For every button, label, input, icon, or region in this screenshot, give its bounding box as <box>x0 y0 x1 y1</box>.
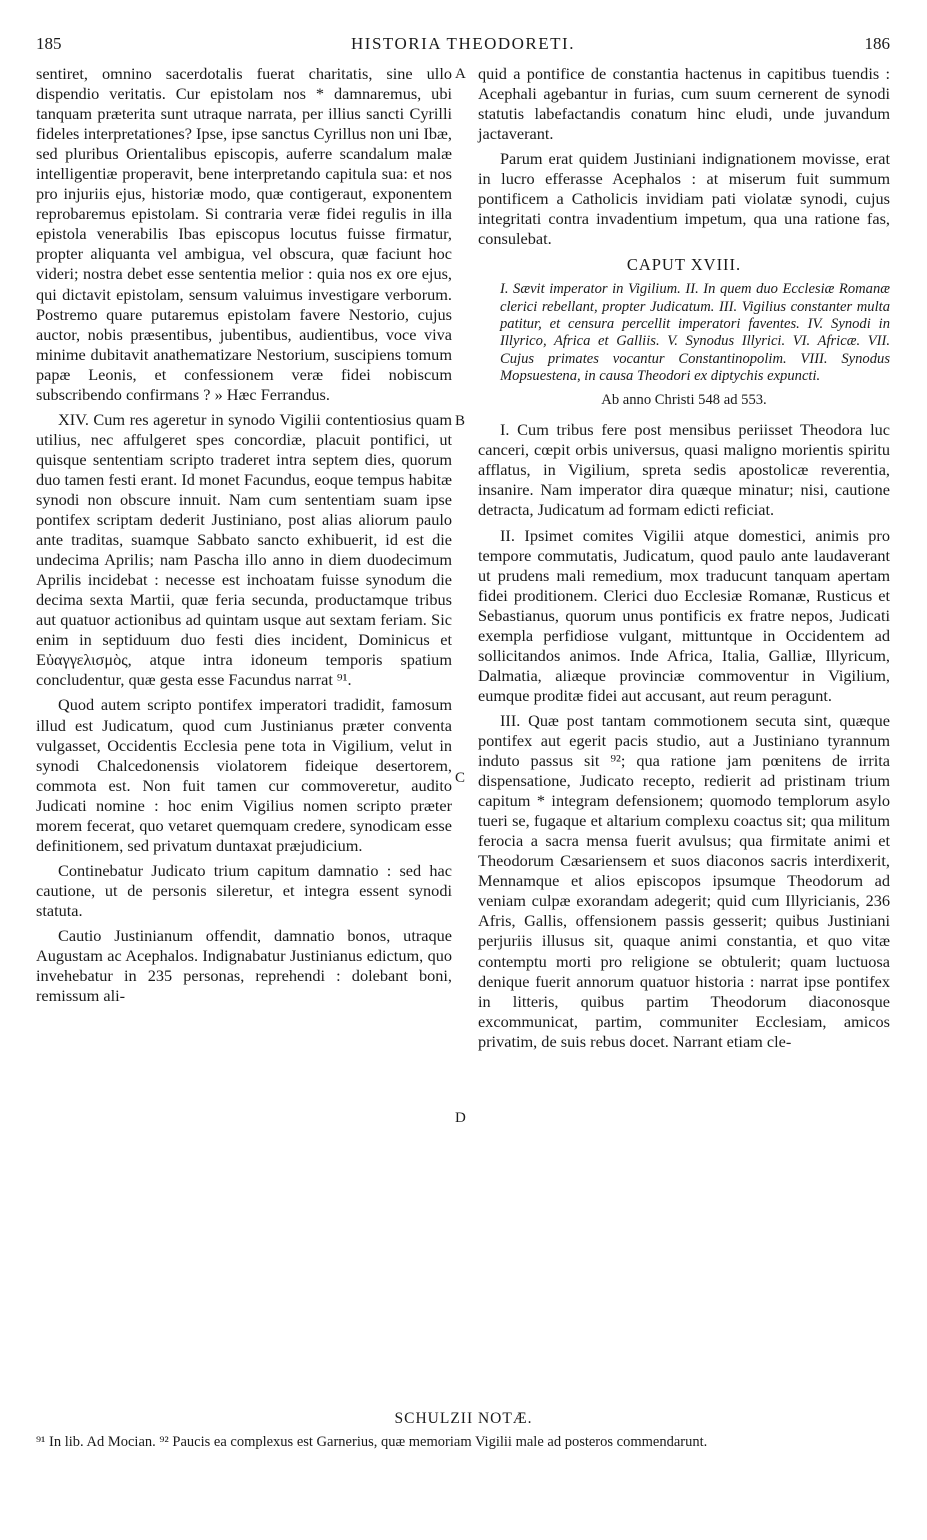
footnotes: ⁹¹ In lib. Ad Mocian. ⁹² Paucis ea complexus est Garnerius, quæ memoriam Vigilii male ad posteros commendarunt. <box>36 1434 708 1450</box>
page-number-left: 185 <box>36 34 62 53</box>
left-paragraph: Cautio Justinianum offendit, damnatio bonos, utraque Augustam ac Acephalos. Indignabatur Justinianus edictum, quo invehebatur in 235 personas, reprehendi : dolebant boni, remissum ali- <box>36 925 452 1006</box>
right-paragraph: I. Cum tribus fere post mensibus periisset Theodora luc canceri, cœpit orbis universus, quasi maligno morientis spiritu afflatus, in Vigilium, spreta sedis apostolicæ reverentia, insanire. Nam imperator dira quæque minatur; nisi, cautione detracta, Judicatum ad formam edicti reficiat. <box>478 420 890 520</box>
left-paragraph: sentiret, omnino sacerdotalis fuerat charitatis, sine ullo dispendio veritatis. Cur epistolam nos * damnaremus, ubi tanquam præterita sunt utraque narrata, per illius sancti Cyrilli fideles interpretationes? Ipse, ipse sanctus Cyrillus non uni Ibæ, sed pluribus Orientalibus episcopis, auferre scandalum malæ intelligentiæ properavit, bene interpretando capitula sua: et nos pro injuriis ejus, historiæ modo, quæ contigeraut, exponentem reprobaremus epistolam. Si contraria veræ fidei regulis in illa epistola venerabilis Ibas episcopus locutus fuisse firmatur, propter aliquanta vel ambigua, vel obscura, quæ faciunt hoc videri; nostra debet esse sententia melior : quia nos ex ore ejus, qui dictavit epistolam, sensum valuimus investigare verborum. Postremo quare putaremus epistolam favere Nestorio, cujus auctor, nobis præsentibus, jubentibus, audientibus, voce viva minime dubitavit anathematizare Nestorium, suscipiens tomum papæ Leonis, et confessionem veræ fidei nobiscum subscribendo confirmans ? » Hæc Ferrandus. <box>36 64 452 404</box>
right-column <box>478 64 890 1057</box>
margin-letter-c: C <box>455 770 466 786</box>
right-paragraph: quid a pontifice de constantia hactenus in capitibus tuendis : Acephali agebantur in furias, cum suum cernerent de synodi statutis labefactandis conatum hinc eludi, unde juvandum jactaverant. <box>478 64 890 144</box>
running-title: HISTORIA THEODORETI. <box>351 34 575 53</box>
margin-letter-b: B <box>455 413 466 429</box>
margin-letter-d: D <box>455 1110 466 1126</box>
chapter-heading: CAPUT XVIII. <box>626 255 742 275</box>
page-header <box>36 34 890 60</box>
right-paragraph: II. Ipsimet comites Vigilii atque domestici, animis pro tempore commutatis, Judicatum, quod paulo ante laudaverant ut prudens mali remedium, mox traducunt tanquam apertam fidei proditionem. Clerici duo Ecclesiæ Romanæ, Rusticus et Sebastianus, quorum unus pontificis ex fratre nepos, Judicati exempla perfidiose vulgant, mittuntque in Occidentem ad sollicitandos animos. Inde Africa, Italia, Galliæ, Illyricum, Dalmatia, aliæque provinciæ commoventur in Vigilium, eumque proditæ fidei aut accusant, aut reum peragunt. <box>478 525 890 705</box>
left-column <box>36 64 452 1011</box>
notes-heading: SCHULZII NOTÆ. <box>394 1410 533 1427</box>
chapter-summary: I. Sævit imperator in Vigilium. II. In quem duo Ecclesiæ Romanæ clerici rebellant, propter Judicatum. III. Vigilius constanter multa patitur, et censura percellit imperatori faventes. IV. Synodi in Illyrico, Africa et Galliis. V. Synodus Illyrici. VI. Africæ. VII. Cujus primates vocantur Constantinopolim. VIII. Synodus Mopsuestena, in causa Theodori ex diptychis expuncti. <box>500 281 890 384</box>
left-paragraph: Continebatur Judicato trium capitum damnatio : sed hac cautione, ut de personis sileretur, et integra essent synodi statuta. <box>36 860 452 920</box>
margin-letter-a: A <box>455 66 466 82</box>
left-paragraph: Quod autem scripto pontifex imperatori tradidit, famosum illud est Judicatum, quod cum Justinianus præter conventa vulgasset, Occidentis Ecclesia pene tota in Vigilium, velut in synodi Chalcedonensis violatorem fideique desertorem, commota est. Non fuit tamen cur commoveretur, audito Judicati nomine : hoc enim Vigilius nomen scripto præter morem fecerat, quo vetaret quemquam credere, synodicam esse definitionem, sed privatum duntaxat præjudicium. <box>36 695 452 855</box>
right-paragraph: III. Quæ post tantam commotionem secuta sint, quæque pontifex aut egerit pacis studio, aut a Justiniano tyrannum induto passus sit ⁹²; qua ratione jam pœnitens de irrita dispensatione, Judicato recepto, redierit ad pristinam trium capitum * integram defensionem; quomodo templorum asylo tueri se, fugaque et altarium complexu coactus sit; qua militum ferocia a sacra mensa fuerit avulsus; qua firmitate animi et Theodorum Cæsariensem et suos diaconos sacris interdixerit, Mennamque et alios episcopos ipsumque Theodorum ad veniam culpæ exorandam adegerit; quid cum Illyricianis, 236 Afris, Gallis, offensionem passis gesserit; quibus Justiniani perjuriis illusus sit, quaque animi constantia, et quo vitæ contemptu morti pro religione se obtulerit; quam luctuosa denique fuerit annorum quatuor historia : narrat ipse pontifex in litteris, quibus partim Theodorum diaconosque excommunicat, partim, communiter Ecclesiam, amicos privatim, de suis rebus docet. Narrant etiam cle- <box>478 710 890 1051</box>
left-paragraph: XIV. Cum res ageretur in synodo Vigilii contentiosius quam utilius, nec affulgeret spes concordiæ, placuit pontifici, ut quisque sententiam scripto traderet intra septem dies, quorum duo tamen festi erant. Id monet Facundus, eoque tempus habitæ synodi non obscure innuit. Nam cum sententiam suam ipse pontifex scriptam dederit Justiniano, post alias aliorum paulo ante traditas, suamque Sabbato sancto exhibuerit, id est die undecima Aprilis; nam Pascha illo anno in diem duodecimum Aprilis incidebat : necesse est inchoatam fuisse synodum die decima sexta Martii, quæ feria secunda, productamque tribus aut quatuor actionibus ad quintam usque aut sextam feriam. Sic enim in septiduum duo festi dies incident, Dominicus et Εὐαγγελισμὸς, atque intra idoneum temporis spatium concludentur, quæ gesta esse Facundus narrat ⁹¹. <box>36 409 452 690</box>
right-paragraph: Parum erat quidem Justiniani indignationem movisse, erat in lucro efferasse Acephalos : at miserum fuit summum pontificem a Catholicis invidiam pati violatæ synodi, cujus integritati contra invadentium impetum, qua una ratione fas, consulebat. <box>478 149 890 249</box>
page-number-right: 186 <box>864 34 890 53</box>
chapter-date-range: Ab anno Christi 548 ad 553. <box>601 392 767 409</box>
